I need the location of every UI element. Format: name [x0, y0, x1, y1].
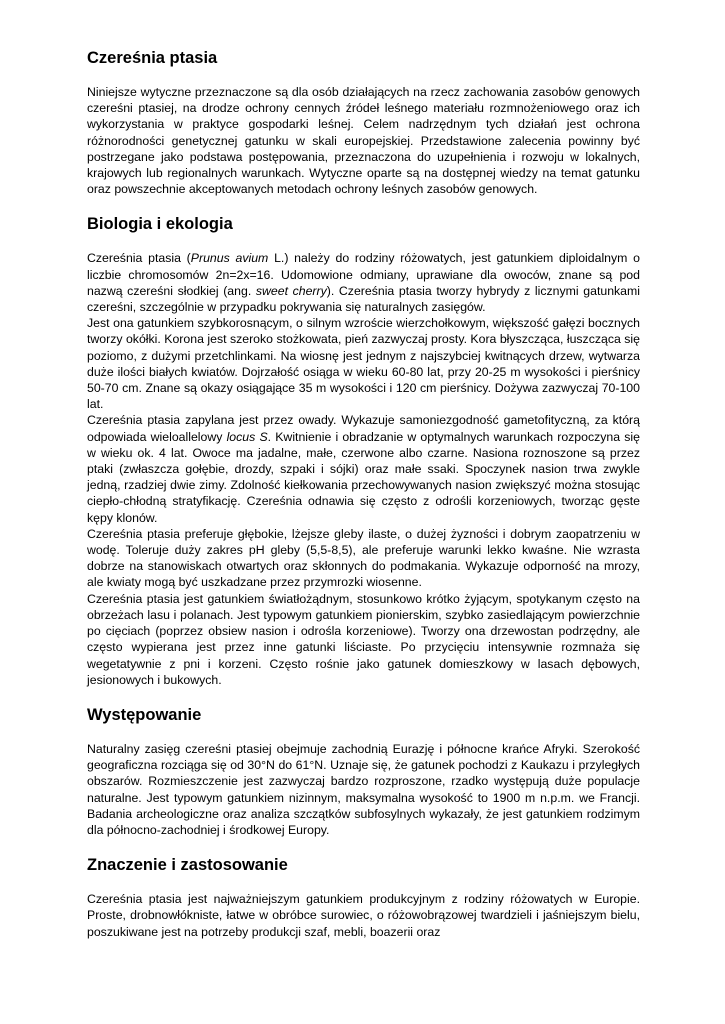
- biology-paragraph-4: Czereśnia ptasia preferuje głębokie, lżejsze gleby ilaste, o dużej żyzności i dobrym zaopatrzeniu w wodę. Toleruje duży zakres pH gleby (5,5-8,5), ale preferuje warunki lekko kwaśne. Nie wzrasta dobrze na stanowiskach otwartych oraz skłonnych do podmakania. Wykazuje odporność na mrozy, ale kwiaty mogą być uszkadzane przez przymrozki wiosenne.: [87, 526, 640, 590]
- occurrence-paragraph: Naturalny zasięg czereśni ptasiej obejmuje zachodnią Eurazję i północne krańce Afryki. Szerokość geograficzna rozciąga się od 30°N do 61°N. Uznaje się, że gatunek pochodzi z Kaukazu i przyległych obszarów. Rozmieszczenie jest zazwyczaj bardzo rozproszone, rzadko występują duże populacje naturalne. Jest typowym gatunkiem nizinnym, maksymalna wysokość to 1900 m n.p.m. we Francji. Badania archeologiczne oraz analiza szczątków subfosylnych wykazały, że jest gatunkiem rodzimym dla północno-zachodniej i środkowej Europy.: [87, 741, 640, 837]
- biology-paragraph-1: Czereśnia ptasia (Prunus avium L.) należy do rodziny różowatych, jest gatunkiem diploidalnym o liczbie chromosomów 2n=2x=16. Udomowione odmiany, uprawiane dla owoców, znane są pod nazwą czereśni słodkiej (ang. sweet cherry). Czereśnia ptasia tworzy hybrydy z licznymi gatunkami czereśni, szczególnie w przypadku pokrywania się naturalnych zasięgów.: [87, 251, 640, 315]
- biology-paragraph-5: Czereśnia ptasia jest gatunkiem światłożądnym, stosunkowo krótko żyjącym, spotykanym często na obrzeżach lasu i polanach. Jest typowym gatunkiem pionierskim, szybko zasiedlającym powierzchnie po cięciach (poprzez obsiew nasion i odrośla korzeniowe). Tworzy ona drzewostan podrzędny, ale często wypierana jest przez inne gatunki liściaste. Po przycięciu intensywnie rozmnaża się wegetatywnie z pni i korzeni. Często rośnie jako gatunek domieszkowy w lasach dębowych, jesionowych i bukowych.: [87, 591, 640, 687]
- heading-intro: Czereśnia ptasia: [87, 49, 218, 67]
- heading-occurrence: Występowanie: [87, 705, 202, 724]
- heading-usage: Znaczenie i zastosowanie: [87, 856, 288, 875]
- latin-name: Prunus avium: [190, 251, 269, 266]
- heading-biology: Biologia i ekologia: [87, 215, 233, 234]
- intro-paragraph: Niniejsze wytyczne przeznaczone są dla osób działających na rzecz zachowania zasobów genowych czereśni ptasiej, na drodze ochrony cennych źródeł leśnego materiału rozmnożeniowego oraz ich wykorzystania w praktyce gospodarki leśnej. Celem nadrzędnym tych działań jest ochrona różnorodności genetycznej gatunku w skali europejskiej. Przedstawione zalecenia powinny być postrzegane jako podstawa postępowania, przeznaczona do uzupełnienia i rozwoju w lokalnych, krajowych lub regionalnych warunkach. Wytyczne oparte są na dostępnej wiedzy na temat gatunku oraz powszechnie akceptowanych metodach ochrony leśnych zasobów genowych.: [87, 85, 640, 197]
- biology-paragraph-3: Czereśnia ptasia zapylana jest przez owady. Wykazuje samoniezgodność gametofityczną, za którą odpowiada wieloallelowy locus S. Kwitnienie i obradzanie w optymalnych warunkach rozpoczyna się w wieku ok. 4 lat. Owoce ma jadalne, małe, czerwone albo czarne. Nasiona roznoszone są przez ptaki (zwłaszcza gołębie, drozdy, szpaki i sójki) oraz małe ssaki. Spoczynek nasion trwa zwykle jedną, rzadziej dwie zimy. Zdolność kiełkowania przechowywanych nasion zwiększyć można stosując ciepło-chłodną stratyfikację. Czereśnia odnawia się często z odrośli korzeniowych, tworząc gęste kępy klonów.: [87, 413, 640, 525]
- document-page: [87, 48, 640, 940]
- biology-paragraph-2: Jest ona gatunkiem szybkorosnącym, o silnym wzroście wierzchołkowym, większość gałęzi bocznych tworzy okółki. Korona jest szeroko stożkowata, pień zazwyczaj prosty. Kora błyszcząca, łuszcząca się poziomo, z dużymi przetchlinkami. Na wiosnę jest jednym z najszybciej kwitnących drzew, wytwarza duże ilości białych kwiatów. Dojrzałość osiąga w wieku 60-80 lat, przy 20-25 m wysokości i pierśnicy 50-70 cm. Znane są okazy osiągające 35 m wysokości i 120 cm pierśnicy. Dożywa zazwyczaj 70-100 lat.: [87, 316, 640, 412]
- locus-term: locus S: [226, 429, 268, 444]
- english-name: sweet cherry: [255, 283, 327, 298]
- usage-paragraph: Czereśnia ptasia jest najważniejszym gatunkiem produkcyjnym z rodziny różowatych w Europie. Proste, drobnowłókniste, łatwe w obróbce surowiec, o różowobrązowej twardzieli i jaśniejszym bielu, poszukiwane jest na potrzeby produkcji szaf, mebli, boazerii oraz: [87, 892, 640, 939]
